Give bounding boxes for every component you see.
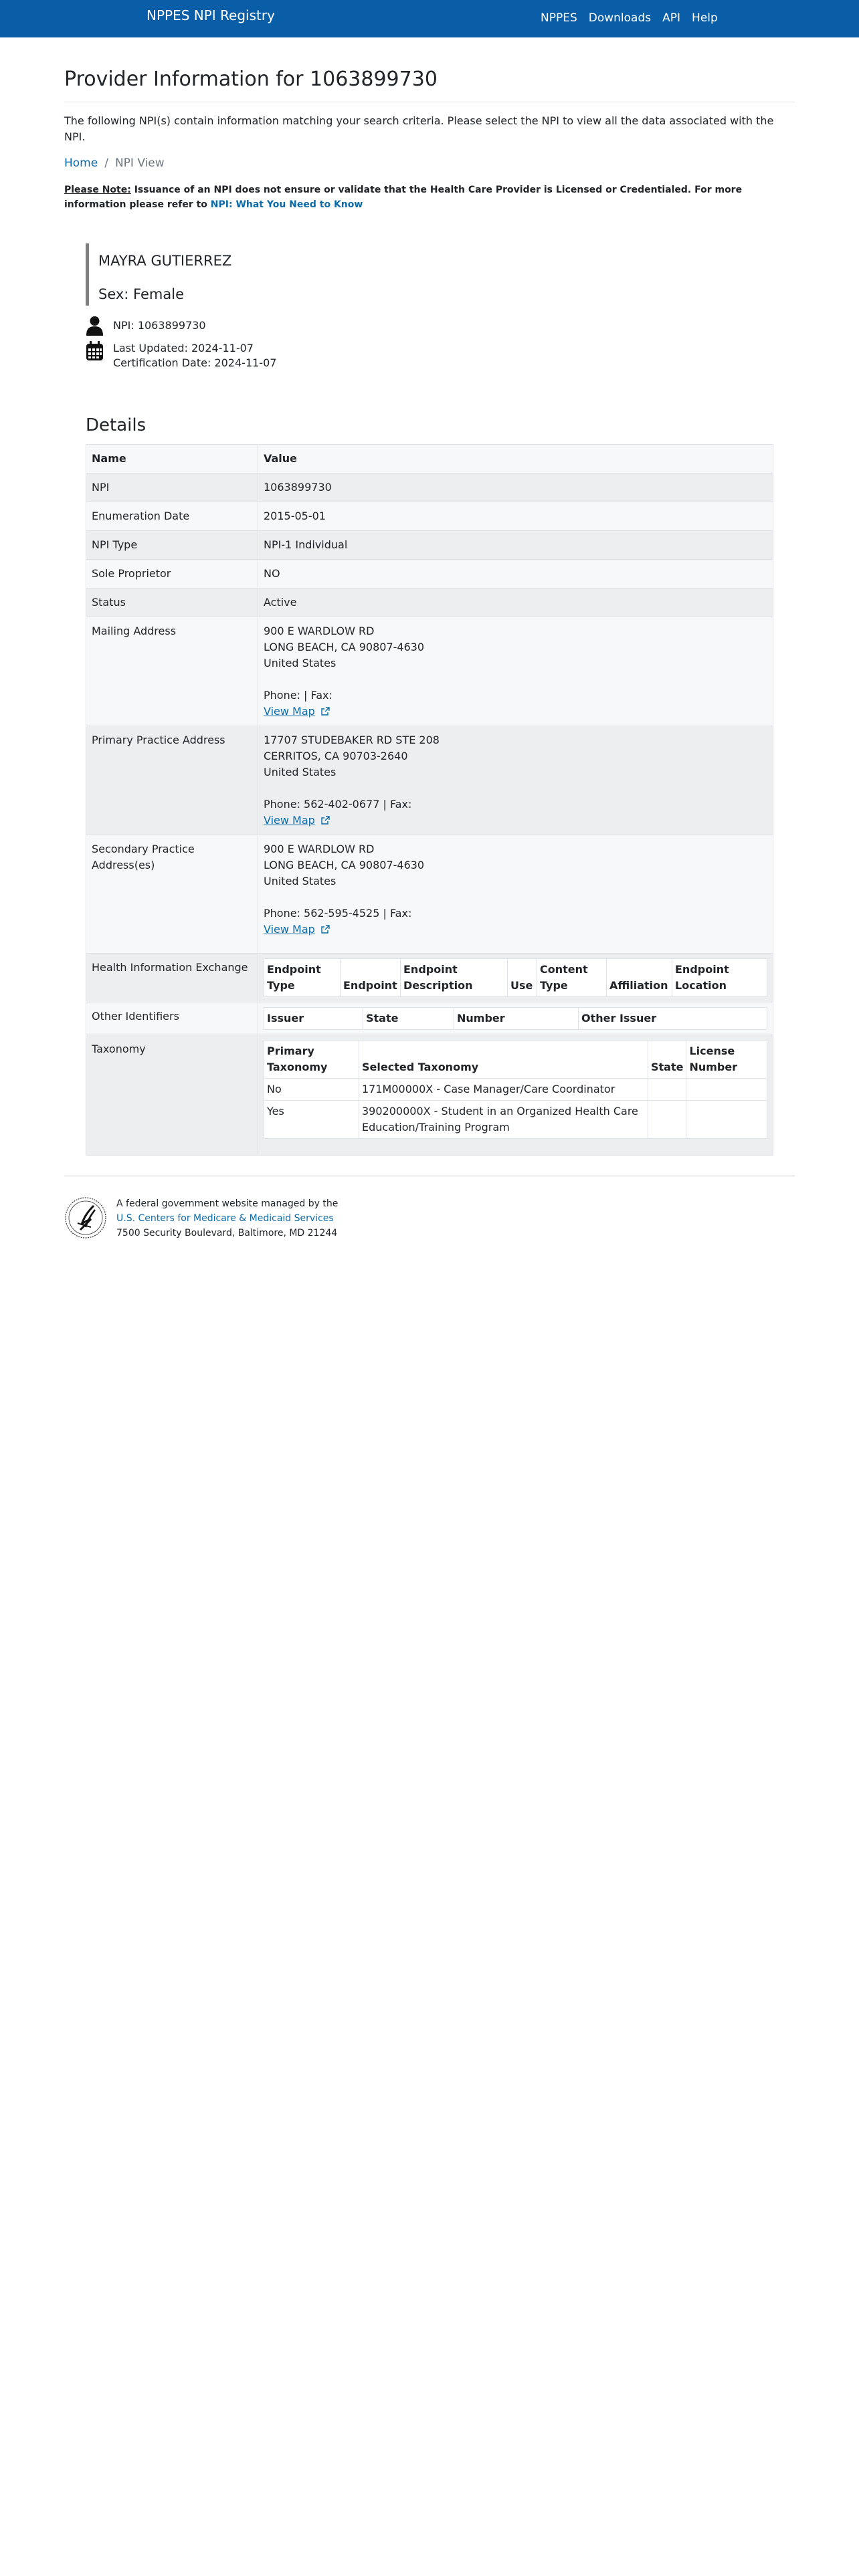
- hie-value: [258, 954, 773, 1002]
- taxonomy-state: [648, 1101, 686, 1139]
- row-npi-type: [86, 531, 773, 560]
- hie-col-content-type: Content Type: [537, 959, 607, 997]
- breadcrumb: [64, 156, 165, 170]
- other-identifiers-label: Other Identifiers: [86, 1002, 258, 1035]
- row-primary-practice-address: [86, 726, 773, 835]
- row-taxonomy: [86, 1035, 773, 1156]
- secondary-line1: 900 E WARDLOW RD: [264, 843, 375, 855]
- nav-nppes[interactable]: NPPES: [541, 11, 577, 25]
- details-header-row: [86, 445, 773, 473]
- dates-row: [86, 341, 276, 370]
- licensing-note: [64, 183, 795, 212]
- sole-proprietor-value: NO: [258, 560, 773, 588]
- primary-address-label: Primary Practice Address: [86, 726, 258, 835]
- hie-col-use: Use: [508, 959, 537, 997]
- external-link-icon: [321, 707, 330, 716]
- taxonomy-label: Taxonomy: [86, 1035, 258, 1156]
- other-ids-col-issuer: Issuer: [264, 1008, 363, 1030]
- hie-header-row: [264, 959, 767, 997]
- footer: [64, 1196, 338, 1241]
- external-link-icon: [321, 816, 330, 825]
- row-enumeration-date: [86, 502, 773, 531]
- npi-type-value: NPI-1 Individual: [258, 531, 773, 560]
- certification-date: Certification Date: 2024-11-07: [113, 356, 277, 369]
- primary-view-map-link[interactable]: View Map: [264, 814, 315, 827]
- taxonomy-selected: 171M00000X - Case Manager/Care Coordinator: [359, 1079, 648, 1101]
- secondary-view-map-link[interactable]: View Map: [264, 923, 315, 936]
- taxonomy-col-selected: Selected Taxonomy: [359, 1041, 648, 1079]
- status-label: Status: [86, 588, 258, 617]
- taxonomy-col-license: License Number: [686, 1041, 767, 1079]
- taxonomy-table: [264, 1040, 767, 1139]
- intro-text: The following NPI(s) contain information matching your search criteria. Please select the NPI to view all the data associated with the NPI.: [64, 114, 774, 143]
- secondary-line2: LONG BEACH, CA 90807-4630: [264, 859, 425, 871]
- row-npi: [86, 473, 773, 502]
- row-other-identifiers: [86, 1002, 773, 1035]
- nav-downloads[interactable]: Downloads: [588, 11, 652, 25]
- top-navbar: [0, 0, 859, 37]
- provider-name-block: [86, 243, 286, 306]
- row-status: [86, 588, 773, 617]
- secondary-address-label: [86, 835, 258, 954]
- npi-value: 1063899730: [258, 473, 773, 502]
- provider-sex: Sex: Female: [98, 286, 184, 302]
- taxonomy-row: [264, 1079, 767, 1101]
- primary-line1: 17707 STUDEBAKER RD STE 208: [264, 734, 440, 746]
- hie-col-endpoint-type: Endpoint Type: [264, 959, 341, 997]
- mailing-line3: United States: [264, 657, 337, 669]
- npi-type-label: NPI Type: [86, 531, 258, 560]
- hie-col-endpoint: Endpoint: [341, 959, 401, 997]
- hie-table: [264, 958, 767, 997]
- secondary-address-value: [258, 835, 773, 954]
- person-icon: [86, 316, 104, 336]
- secondary-phone: Phone: 562-595-4525 | Fax:: [264, 907, 412, 920]
- page-title: Provider Information for 1063899730: [64, 68, 438, 91]
- col-value-header: Value: [258, 445, 773, 473]
- secondary-line3: United States: [264, 875, 337, 887]
- nav-help[interactable]: Help: [692, 11, 718, 25]
- other-ids-header-row: [264, 1008, 767, 1030]
- mailing-map-wrap: [264, 704, 767, 720]
- enumeration-value: 2015-05-01: [258, 502, 773, 531]
- other-ids-col-state: State: [363, 1008, 454, 1030]
- status-value: Active: [258, 588, 773, 617]
- mailing-address-label: Mailing Address: [86, 617, 258, 726]
- taxonomy-license: [686, 1101, 767, 1139]
- other-identifiers-table: [264, 1007, 767, 1030]
- cms-link[interactable]: U.S. Centers for Medicare & Medicaid Services: [116, 1213, 334, 1224]
- dates-text: [113, 341, 276, 370]
- npi-info-link[interactable]: NPI: What You Need to Know: [210, 199, 363, 210]
- note-text: Issuance of an NPI does not ensure or validate that the Health Care Provider is Licensed or Credentialed. For more information please refer to: [64, 185, 743, 210]
- breadcrumb-home[interactable]: Home: [64, 156, 98, 170]
- mailing-phone: Phone: | Fax:: [264, 689, 332, 702]
- spacer: [264, 780, 767, 796]
- mailing-view-map-link[interactable]: View Map: [264, 705, 315, 718]
- hie-label: Health Information Exchange: [86, 954, 258, 1002]
- provider-name: MAYRA GUTIERREZ: [98, 253, 232, 269]
- npi-label: NPI: [86, 473, 258, 502]
- taxonomy-state: [648, 1079, 686, 1101]
- footer-text: [116, 1196, 338, 1241]
- row-health-information-exchange: [86, 954, 773, 1002]
- primary-address-value: [258, 726, 773, 835]
- taxonomy-header-row: [264, 1041, 767, 1079]
- primary-line2: CERRITOS, CA 90703-2640: [264, 750, 408, 762]
- last-updated: Last Updated: 2024-11-07: [113, 342, 254, 354]
- primary-map-wrap: [264, 813, 767, 829]
- footer-address: 7500 Security Boulevard, Baltimore, MD 21244: [116, 1228, 338, 1239]
- nav-links: [541, 11, 718, 25]
- taxonomy-license: [686, 1079, 767, 1101]
- npi-row: [86, 316, 206, 336]
- mailing-address-value: [258, 617, 773, 726]
- primary-phone: Phone: 562-402-0677 | Fax:: [264, 798, 412, 811]
- hie-col-affiliation: Affiliation: [607, 959, 672, 997]
- secondary-map-wrap: [264, 922, 767, 938]
- row-secondary-practice-address: [86, 835, 773, 954]
- row-sole-proprietor: [86, 560, 773, 588]
- taxonomy-primary: No: [264, 1079, 359, 1101]
- secondary-label-line2: Address(es): [92, 859, 155, 871]
- row-mailing-address: [86, 617, 773, 726]
- mailing-line2: LONG BEACH, CA 90807-4630: [264, 641, 425, 653]
- primary-line3: United States: [264, 766, 337, 778]
- external-link-icon: [321, 925, 330, 934]
- taxonomy-col-primary: Primary Taxonomy: [264, 1041, 359, 1079]
- breadcrumb-current: NPI View: [114, 156, 165, 170]
- taxonomy-selected: 390200000X - Student in an Organized Health Care Education/Training Program: [359, 1101, 648, 1139]
- other-ids-col-other-issuer: Other Issuer: [579, 1008, 767, 1030]
- col-name-header: Name: [86, 445, 258, 473]
- details-table: [86, 444, 773, 1156]
- details-heading: Details: [86, 415, 147, 435]
- other-identifiers-value: [258, 1002, 773, 1035]
- nav-api[interactable]: API: [662, 11, 681, 25]
- hhs-seal-icon: [64, 1196, 107, 1239]
- footer-line1: A federal government website managed by the: [116, 1198, 339, 1209]
- enumeration-label: Enumeration Date: [86, 502, 258, 531]
- brand-link[interactable]: NPPES NPI Registry: [147, 7, 275, 23]
- secondary-label-line1: Secondary Practice: [92, 843, 195, 855]
- taxonomy-col-state: State: [648, 1041, 686, 1079]
- spacer: [264, 671, 767, 687]
- calendar-icon: [86, 341, 104, 361]
- taxonomy-row: [264, 1101, 767, 1139]
- mailing-line1: 900 E WARDLOW RD: [264, 625, 375, 637]
- breadcrumb-separator: /: [104, 156, 108, 170]
- spacer: [264, 889, 767, 905]
- note-label: Please Note:: [64, 185, 131, 195]
- hie-col-endpoint-location: Endpoint Location: [672, 959, 767, 997]
- hie-col-endpoint-description: Endpoint Description: [401, 959, 508, 997]
- sole-proprietor-label: Sole Proprietor: [86, 560, 258, 588]
- other-ids-col-number: Number: [454, 1008, 579, 1030]
- npi-line: NPI: 1063899730: [113, 319, 206, 332]
- taxonomy-value: [258, 1035, 773, 1156]
- taxonomy-primary: Yes: [264, 1101, 359, 1139]
- spacer: [264, 938, 767, 947]
